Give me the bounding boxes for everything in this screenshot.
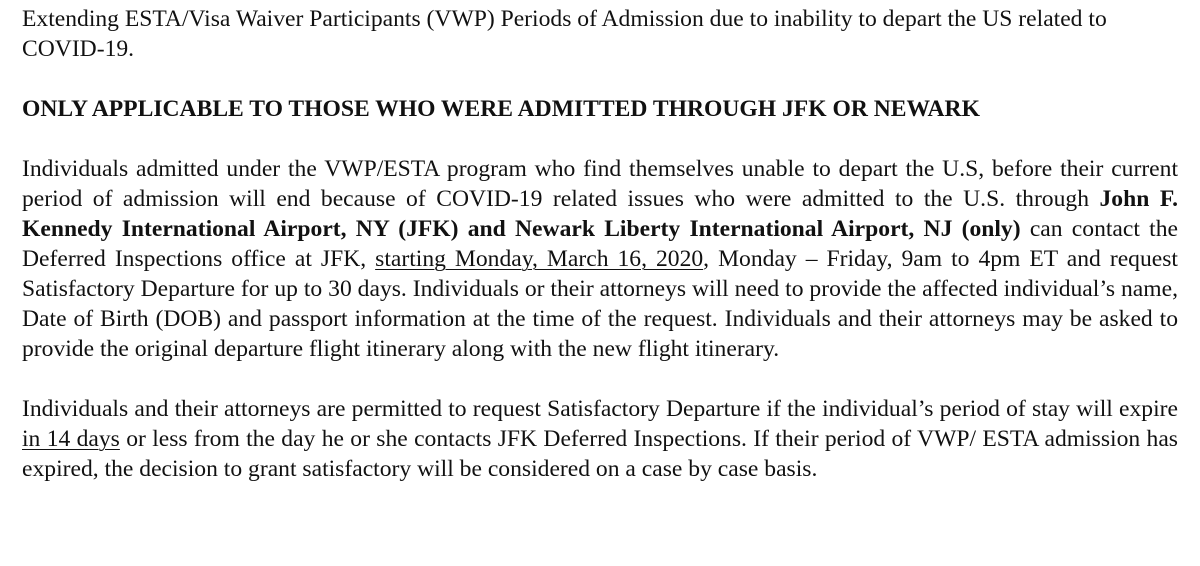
paragraph-satisfactory-departure	[22, 394, 1178, 484]
paragraph1-contact: can contact the Deferred Inspections office at JFK,	[22, 216, 1178, 272]
paragraph1-lead: Individuals admitted under the VWP/ESTA program who find themselves unable to depart the U.S, before their current period of admission will end because of COVID-19 related issues who were admitted to the U.S. through	[22, 156, 1178, 212]
document-intro: Extending ESTA/Visa Waiver Participants (VWP) Periods of Admission due to inability to depart the US related to COVID-19.	[22, 6, 1107, 62]
start-date-underlined: starting Monday, March 16, 2020	[375, 246, 704, 272]
paragraph-admission-extension	[22, 154, 1178, 364]
paragraph2-lead: Individuals and their attorneys are permitted to request Satisfactory Departure if the individual’s period of stay will expire	[22, 396, 1178, 422]
airports-bold-text: John F. Kennedy International Airport, NY (JFK) and Newark Liberty International Airport, NJ (only)	[22, 186, 1178, 242]
applicability-heading: ONLY APPLICABLE TO THOSE WHO WERE ADMITTED THROUGH JFK OR NEWARK	[22, 96, 980, 122]
days-underlined: in 14 days	[22, 426, 120, 452]
paragraph2-rest: or less from the day he or she contacts JFK Deferred Inspections. If their period of VWP/ ESTA admission has expired, the decision to grant satisfactory will be considered on a case by case basis.	[22, 426, 1178, 482]
paragraph1-rest: , Monday – Friday, 9am to 4pm ET and request Satisfactory Departure for up to 30 days. Individuals or their attorneys will need to provide the affected individual’s name, Date of Birth (DOB) and passport information at the time of the request. Individuals and their attorneys may be asked to provide the original departure flight itinerary along with the new flight itinerary.	[22, 246, 1178, 362]
